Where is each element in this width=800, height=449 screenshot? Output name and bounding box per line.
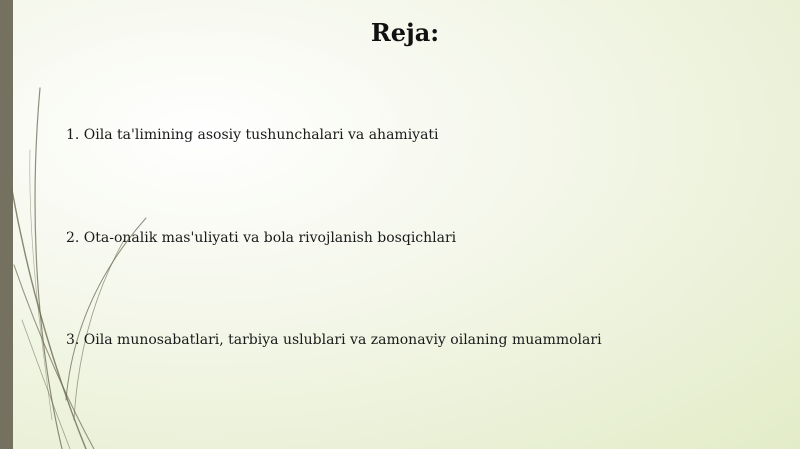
plan-item: 1. Oila ta'limining asosiy tushunchalari va ahamiyati	[66, 127, 439, 143]
plan-item: 3. Oila munosabatlari, tarbiya uslublari va zamonaviy oilaning muammolari	[66, 332, 602, 348]
plan-item: 2. Ota-onalik mas'uliyati va bola rivojlanish bosqichlari	[66, 230, 457, 246]
slide-title: Reja:	[370, 18, 440, 47]
